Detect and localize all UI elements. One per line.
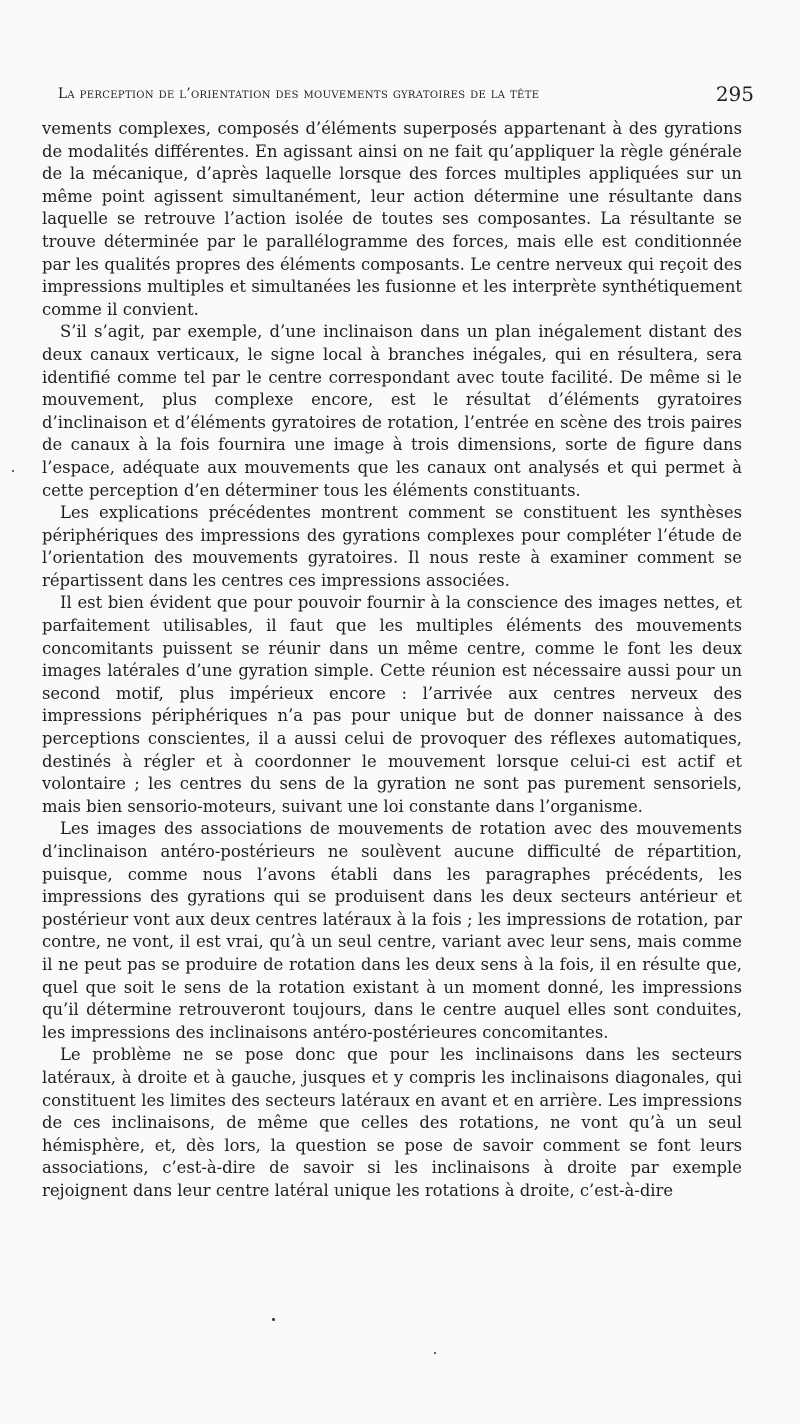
ink-speck: [272, 1318, 275, 1321]
paragraph: S’il s’agit, par exemple, d’une inclinaison dans un plan inégalement distant des deux canaux verticaux, le signe local à branches inégales, qui en résultera, sera identifié comme tel par le centre correspondant avec toute facilité. De même si le mouvement, plus complexe encore, est le résultat d’éléments gyratoires d’inclinaison et d’éléments gyratoires de rotation, l’entrée en scène des trois paires de canaux à la fois fournira une image à trois dimensions, sorte de figure dans l’espace, adéquate aux mouvements que les canaux ont analysés et qui permet à cette perception d’en déterminer tous les éléments constituants.: [42, 322, 742, 500]
page-number: 295: [715, 82, 754, 106]
paragraph: Le problème ne se pose donc que pour les inclinaisons dans les secteurs latéraux, à droite et à gauche, jusques et y compris les inclinaisons diagonales, qui constituent les limites des secteurs latéraux en avant et en arrière. Les impressions de ces inclinaisons, de même que celles des rotations, ne vont qu’à un seul hémisphère, et, dès lors, la question se pose de savoir comment se font leurs associations, c’est-à-dire de savoir si les inclinaisons à droite par exemple rejoignent dans leur centre latéral unique les rotations à droite, c’est-à-dire: [42, 1045, 742, 1200]
paragraph: Les images des associations de mouvements de rotation avec des mouvements d’inclinaison antéro-postérieurs ne soulèvent aucune difficulté de répartition, puisque, comme nous l’avons établi dans les paragraphes précédents, les impressions des gyrations qui se produisent dans les deux secteurs antérieur et postérieur vont aux deux centres latéraux à la fois ; les impressions de rotation, par contre, ne vont, il est vrai, qu’à un seul centre, variant avec leur sens, mais comme il ne peut pas se produire de rotation dans les deux sens à la fois, il en résulte que, quel que soit le sens de la rotation existant à un moment donné, les impressions qu’il détermine retrouveront toujours, dans le centre auquel elles sont conduites, les impressions des inclinaisons antéro-postérieures concomitantes.: [42, 819, 742, 1042]
paragraph: vements complexes, composés d’éléments superposés appartenant à des gyrations de modalités différentes. En agissant ainsi on ne fait qu’appliquer la règle générale de la mécanique, d’après laquelle lorsque des forces multiples appliquées sur un même point agissent simultanément, leur action détermine une résultante dans laquelle se retrouve l’action isolée de toutes ses composantes. La résultante se trouve déterminée par le parallélogramme des forces, mais elle est conditionnée par les qualités propres des éléments composants. Le centre nerveux qui reçoit des impressions multiples et simultanées les fusionne et les interprète synthétiquement comme il convient.: [42, 119, 742, 319]
ink-speck: [12, 470, 14, 472]
paragraph: Il est bien évident que pour pouvoir fournir à la conscience des images nettes, et parfaitement utilisables, il faut que les multiples éléments des mouvements concomitants puissent se réunir dans un même centre, comme le font les deux images latérales d’une gyration simple. Cette réunion est nécessaire aussi pour un second motif, plus impérieux encore : l’arrivée aux centres nerveux des impressions périphériques n’a pas pour unique but de donner naissance à des perceptions conscientes, il a aussi celui de provoquer des réflexes automatiques, destinés à régler et à coordonner le mouvement lorsque celui-ci est actif et volontaire ; les centres du sens de la gyration ne sont pas purement sensoriels, mais bien sensorio-moteurs, suivant une loi constante dans l’organisme.: [42, 593, 742, 816]
body-text: [42, 118, 742, 1203]
running-title: La perception de l’orientation des mouvements gyratoires de la tête: [58, 86, 540, 102]
running-head: [58, 84, 754, 110]
ink-speck: [434, 1352, 436, 1354]
paragraph: Les explications précédentes montrent comment se constituent les synthèses périphériques des impressions des gyrations complexes pour compléter l’étude de l’orientation des mouvements gyratoires. Il nous reste à examiner comment se répartissent dans les centres ces impressions associées.: [42, 503, 742, 590]
